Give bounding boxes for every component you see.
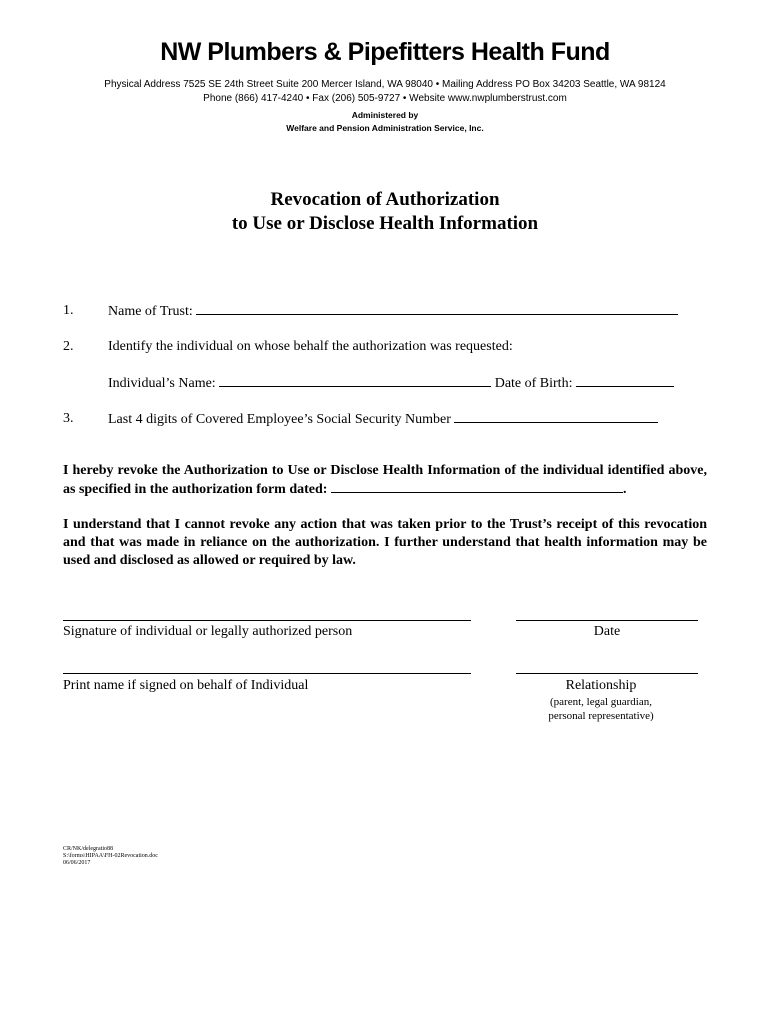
administrator-name: Welfare and Pension Administration Service, Inc. xyxy=(286,123,484,133)
relationship-label: Relationship xyxy=(565,678,637,693)
item-1-row xyxy=(108,302,678,321)
footer-line-2: S:\forms\HIPAA\FH-02Revocation.doc xyxy=(63,853,158,859)
print-name-label: Print name if signed on behalf of Individual xyxy=(63,678,309,693)
contact-line: Phone (866) 417-4240 • Fax (206) 505-9727 • Website www.nwplumberstrust.com xyxy=(203,93,567,104)
date-label: Date xyxy=(593,624,621,639)
understand-statement: I understand that I cannot revoke any action that was taken prior to the Trust’s receipt of this revocation and that was made in reliance on the authorization. I further understand that health information may be used and disclosed as allowed or required by law. xyxy=(63,517,707,568)
ssn-label: Last 4 digits of Covered Employee’s Social Security Number xyxy=(108,412,451,427)
individual-name-label: Individual’s Name: xyxy=(108,376,216,391)
trust-name-label: Name of Trust: xyxy=(108,304,193,319)
item-3-number: 3. xyxy=(63,411,74,426)
footer-line-1: CR/NK/delegratio88 xyxy=(63,846,113,852)
item-1-number: 1. xyxy=(63,303,74,318)
revoke-statement-end: . xyxy=(622,482,627,497)
signature-line[interactable] xyxy=(63,620,471,621)
revoke-statement-text: I hereby revoke the Authorization to Use or Disclose Health Information of the individual identified above, as specified in the authorization form dated: xyxy=(63,463,707,497)
org-title: NW Plumbers & Pipefitters Health Fund xyxy=(160,38,610,66)
authorization-date-field[interactable] xyxy=(331,480,623,493)
item-2-row xyxy=(108,374,674,393)
footer-reference xyxy=(63,846,158,867)
print-name-line[interactable] xyxy=(63,673,471,674)
revoke-statement xyxy=(63,462,707,499)
form-title xyxy=(0,188,770,236)
date-line[interactable] xyxy=(516,620,698,621)
relationship-note-2: personal representative) xyxy=(548,710,654,722)
relationship-note-1: (parent, legal guardian, xyxy=(549,696,652,708)
date-of-birth-label: Date of Birth: xyxy=(494,376,573,391)
date-of-birth-field[interactable] xyxy=(576,374,674,387)
administered-by: Administered by xyxy=(351,110,419,120)
form-title-line2: to Use or Disclose Health Information xyxy=(231,213,539,234)
ssn-last4-field[interactable] xyxy=(454,410,658,423)
item-2-label: Identify the individual on whose behalf the authorization was requested: xyxy=(108,339,513,354)
address-line: Physical Address 7525 SE 24th Street Suite 200 Mercer Island, WA 98040 • Mailing Address PO Box 34203 Seattle, WA 98124 xyxy=(104,79,666,90)
item-2-number: 2. xyxy=(63,339,74,354)
footer-line-3: 06/06/2017 xyxy=(63,860,91,866)
item-3-row xyxy=(108,410,658,429)
individual-name-field[interactable] xyxy=(219,374,491,387)
relationship-line[interactable] xyxy=(516,673,698,674)
trust-name-field[interactable] xyxy=(196,302,678,315)
signature-label: Signature of individual or legally authorized person xyxy=(63,624,353,639)
form-title-line1: Revocation of Authorization xyxy=(270,189,500,210)
